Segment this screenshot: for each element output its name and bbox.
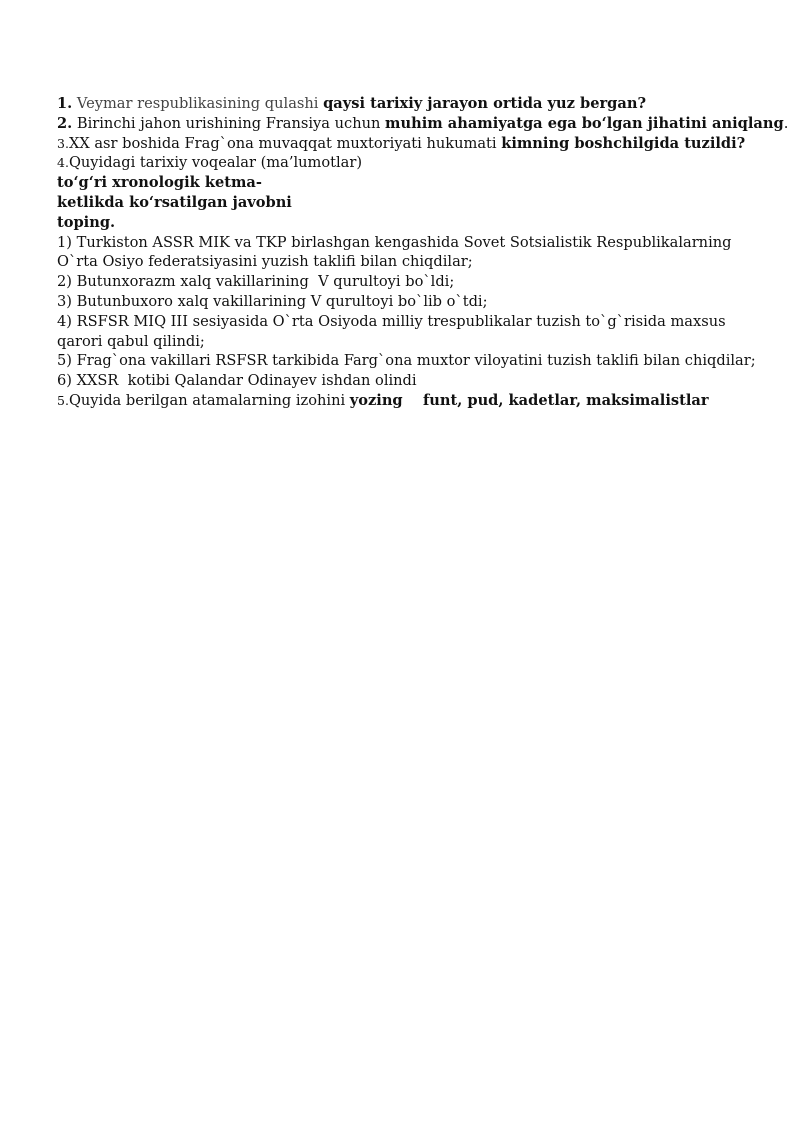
question-emphasis: muhim ahamiyatga ega bo‘lgan jihatini aniqlang — [385, 114, 784, 132]
list-item-number: 1) — [57, 233, 72, 251]
list-item-text: XXSR kotibi Qalandar Odinayev ishdan olindi — [71, 372, 417, 390]
question-4-instruction-line: to‘g‘ri xronologik ketma- — [57, 174, 262, 192]
list-item-text: RSFSR MIQ III sesiyasida O`rta Osiyoda milliy trespublikalar tuzish to`g`risida maxsus qarori qabul qilindi; — [57, 312, 726, 350]
list-item-text: Turkiston ASSR MIK va TKP birlashgan kengashida Sovet Sotsialistik Respublikalarning O`rta Osiyo federatsiyasini yuzish taklifi bilan chiqdilar; — [57, 233, 732, 271]
list-item — [57, 351, 757, 371]
question-emphasis: kimning boshchilgida tuzildi? — [501, 134, 746, 152]
list-item — [57, 312, 757, 352]
list-item-number: 3) — [57, 292, 72, 310]
list-item — [57, 272, 757, 292]
question-number: 5. — [57, 392, 69, 408]
question-number: 1. — [57, 95, 73, 112]
list-item-number: 4) — [57, 312, 72, 330]
list-item-number: 2) — [57, 273, 72, 291]
question-1 — [57, 94, 757, 114]
question-emphasis: yozing funt, pud, kadetlar, maksimalistlar — [349, 391, 709, 409]
question-emphasis: qaysi tarixiy jarayon ortida yuz bergan? — [323, 95, 647, 112]
question-number: 4. — [57, 155, 69, 171]
question-text: XX asr boshida Frag`ona muvaqqat muxtoriyati hukumati — [68, 134, 502, 152]
list-item-text: Butunxorazm xalq vakillarining V qurultoyi bo`ldi; — [71, 273, 455, 291]
list-item — [57, 292, 757, 312]
question-text: Quyida berilgan atamalarning izohini — [68, 391, 350, 409]
list-item — [57, 371, 757, 391]
question-end-punct: . — [783, 114, 789, 132]
question-4-instruction-line: toping. — [57, 213, 116, 231]
question-4-instruction-line: ketlikda ko‘rsatilgan javobni — [57, 193, 292, 211]
question-3 — [57, 134, 757, 154]
list-item-text: Butunbuxoro xalq vakillarining V qurultoyi bo`lib o`tdi; — [71, 292, 488, 310]
list-item-text: Frag`ona vakillari RSFSR tarkibida Farg`ona muxtor viloyatini tuzish taklifi bilan chiqdilar; — [71, 352, 756, 370]
question-text: Veymar respublikasining qulashi — [72, 95, 324, 112]
document-page — [57, 94, 789, 411]
question-2 — [57, 114, 789, 134]
question-5 — [57, 391, 757, 411]
question-number: 2. — [57, 114, 73, 132]
question-4 — [57, 153, 757, 173]
list-item — [57, 233, 757, 273]
list-item-number: 6) — [57, 372, 72, 390]
question-number: 3. — [57, 135, 69, 151]
question-text: Quyidagi tarixiy voqealar (ma’lumotlar) — [68, 154, 363, 172]
question-text: Birinchi jahon urishining Fransiya uchun — [72, 114, 386, 132]
list-item-number: 5) — [57, 352, 72, 370]
